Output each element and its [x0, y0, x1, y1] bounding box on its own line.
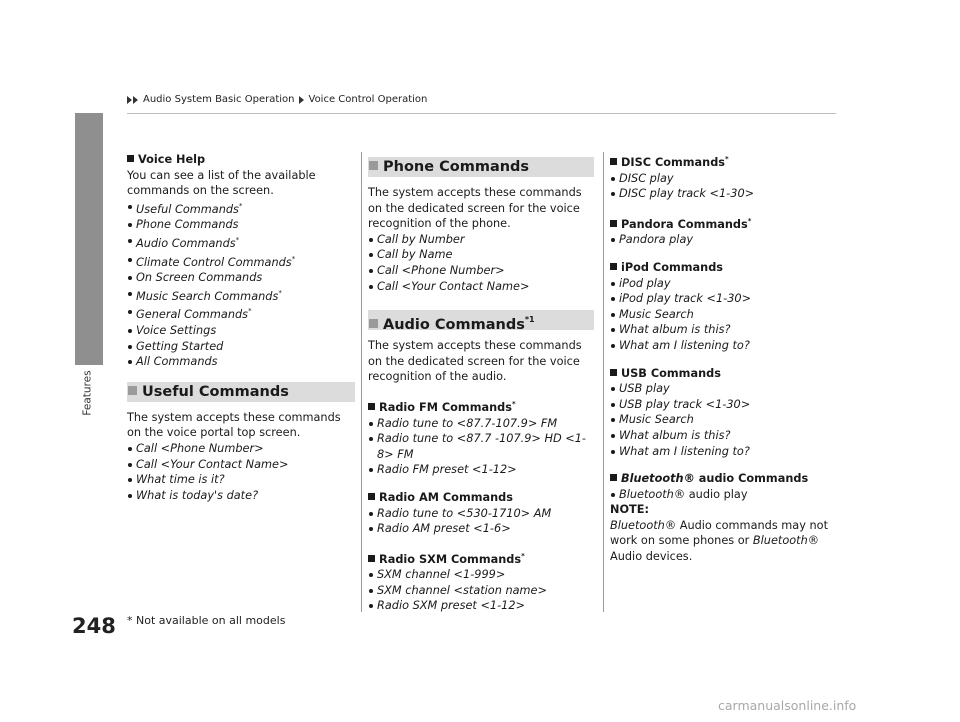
list-item: Audio Commands* [127, 233, 355, 252]
list-item: Climate Control Commands* [127, 252, 355, 271]
list-item: Voice Settings [127, 323, 355, 339]
list-item: Radio tune to <87.7-107.9> FM [368, 416, 594, 432]
square-bullet-icon [369, 161, 378, 170]
header-rule [127, 113, 836, 114]
radio-sxm-list [368, 567, 594, 614]
voice-help-intro: You can see a list of the available commands on the screen. [127, 168, 316, 198]
square-bullet-icon [610, 158, 617, 165]
side-tab-label: Features [82, 370, 94, 416]
radio-am-list [368, 506, 594, 537]
square-bullet-icon [369, 319, 378, 328]
useful-commands-intro: The system accepts these commands on the voice portal top screen. [127, 410, 341, 440]
audio-commands-banner: Audio Commands$^{*1}$ [368, 310, 594, 330]
audio-commands-intro: The system accepts these commands on the dedicated screen for the voice recognition of the audio. [368, 339, 582, 384]
column-divider [603, 152, 604, 612]
breadcrumb-item[interactable]: Voice Control Operation [308, 94, 428, 105]
list-item: Call <Your Contact Name> [127, 457, 355, 473]
square-bullet-icon [127, 155, 134, 162]
breadcrumb-item[interactable]: Audio System Basic Operation [143, 94, 295, 105]
phone-commands-banner: Phone Commands [368, 157, 594, 177]
list-item: General Commands* [127, 304, 355, 323]
list-item: Getting Started [127, 339, 355, 355]
side-tab [75, 113, 103, 365]
list-item: What album is this? [610, 428, 840, 444]
list-item: SXM channel <1-999> [368, 567, 594, 583]
note-label: NOTE: [610, 503, 649, 517]
list-item: Radio tune to <87.7 -107.9> HD <1-8> FM [368, 431, 594, 462]
list-item: What album is this? [610, 322, 840, 338]
ipod-commands-list [610, 276, 840, 354]
section-heading-disc: DISC Commands* [610, 152, 840, 171]
breadcrumb [127, 94, 427, 105]
list-item: What am I listening to? [610, 444, 840, 460]
list-item: Call <Phone Number> [368, 263, 594, 279]
note-text: Bluetooth® Audio commands may not work on some phones or Bluetooth® Audio devices. [610, 518, 828, 564]
column-3 [610, 152, 840, 565]
list-item: USB play [610, 381, 840, 397]
list-item: DISC play [610, 171, 840, 187]
voice-help-list [127, 199, 355, 370]
section-heading-pandora: Pandora Commands* [610, 214, 840, 233]
list-item: DISC play track <1-30> [610, 186, 840, 202]
list-item: What is today's date? [127, 488, 355, 504]
disc-commands-list [610, 171, 840, 202]
pandora-commands-list [610, 232, 840, 248]
square-bullet-icon [368, 555, 375, 562]
section-heading-radio-am: Radio AM Commands [368, 490, 594, 506]
list-item: What time is it? [127, 472, 355, 488]
list-item: Call <Phone Number> [127, 441, 355, 457]
list-item: Music Search [610, 307, 840, 323]
section-heading-bluetooth: Bluetooth® audio Commands [610, 471, 840, 487]
watermark: carmanualsonline.info [718, 698, 857, 713]
breadcrumb-arrow-icon [133, 96, 138, 104]
section-heading-radio-fm: Radio FM Commands* [368, 397, 594, 416]
list-item: Phone Commands [127, 217, 355, 233]
radio-fm-list [368, 416, 594, 478]
list-item: Call by Number [368, 232, 594, 248]
bluetooth-commands-list [610, 487, 840, 503]
list-item: All Commands [127, 354, 355, 370]
column-divider [361, 152, 362, 612]
list-item: USB play track <1-30> [610, 397, 840, 413]
list-item: Useful Commands* [127, 199, 355, 218]
list-item: Radio AM preset <1-6> [368, 521, 594, 537]
list-item: iPod play track <1-30> [610, 291, 840, 307]
breadcrumb-arrow-icon [127, 96, 132, 104]
list-item: Radio SXM preset <1-12> [368, 598, 594, 614]
list-item: Radio FM preset <1-12> [368, 462, 594, 478]
list-item: On Screen Commands [127, 270, 355, 286]
column-1 [127, 152, 355, 503]
page-number: 248 [72, 614, 116, 638]
square-bullet-icon [368, 493, 375, 500]
list-item: Pandora play [610, 232, 840, 248]
list-item: Call <Your Contact Name> [368, 279, 594, 295]
list-item: Music Search [610, 412, 840, 428]
square-bullet-icon [610, 369, 617, 376]
list-item: What am I listening to? [610, 338, 840, 354]
list-item: iPod play [610, 276, 840, 292]
useful-commands-list [127, 441, 355, 503]
list-item: Radio tune to <530-1710> AM [368, 506, 594, 522]
list-item: SXM channel <station name> [368, 583, 594, 599]
square-bullet-icon [610, 474, 617, 481]
list-item: Music Search Commands* [127, 286, 355, 305]
section-heading-radio-sxm: Radio SXM Commands* [368, 549, 594, 568]
column-2 [368, 152, 594, 614]
breadcrumb-arrow-icon [299, 96, 304, 104]
square-bullet-icon [128, 386, 137, 395]
list-item: Bluetooth® audio play [610, 487, 840, 503]
section-heading-voice-help: Voice Help [127, 152, 355, 168]
square-bullet-icon [610, 220, 617, 227]
section-heading-ipod: iPod Commands [610, 260, 840, 276]
footnote: * Not available on all models [127, 614, 286, 627]
phone-commands-list [368, 232, 594, 294]
phone-commands-intro: The system accepts these commands on the dedicated screen for the voice recognition of the phone. [368, 186, 582, 231]
list-item: Call by Name [368, 247, 594, 263]
square-bullet-icon [368, 403, 375, 410]
section-heading-usb: USB Commands [610, 366, 840, 382]
usb-commands-list [610, 381, 840, 459]
useful-commands-banner: Useful Commands [127, 382, 355, 402]
square-bullet-icon [610, 263, 617, 270]
